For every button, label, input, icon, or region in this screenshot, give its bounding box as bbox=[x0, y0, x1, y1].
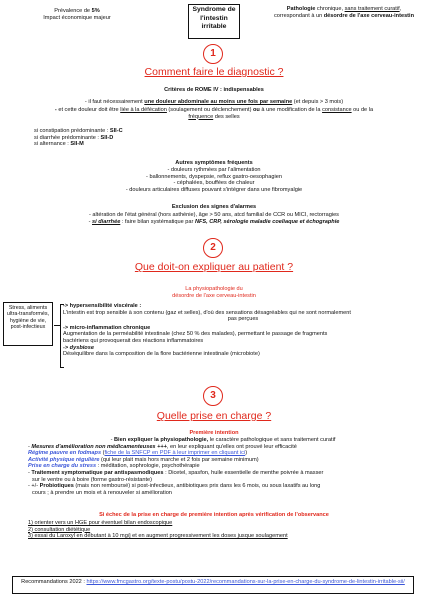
first-line-title: Première intention bbox=[189, 430, 239, 436]
mechanism-hypersensitivity: -> hypersensibilité viscérale : bbox=[63, 303, 142, 309]
prevalence-prefix: Prévalence de bbox=[54, 8, 92, 14]
alarm-signs-title: Exclusion des signes d'alarmes bbox=[171, 204, 257, 210]
bracket-line bbox=[60, 304, 61, 368]
list-item: 2) consultation diététique bbox=[28, 526, 91, 533]
impact-text: Impact économique majeur bbox=[43, 14, 111, 21]
first-line-measures: - Bien expliquer la physiopathologie, le caractère pathologique et sans traitement curatif - Mesures d'amélioration non médicamenteuses +++, en leur expliquant qu'elles ont prouvé leur efficacité Régime pauvre en fodmaps (fiche de la SNFCP en PDF à leur imprimer en cliquant ici) Activité physique régulière (qui leur plait mais hors marche et 2 fois par semaine minimum) Prise en charge du stress : méditation, sophrologie, psychothérapie - Traitement symptomatique par antispasmodiques : Dicetel, spasfon, huile essentielle de menthe poivrée à masser sur le ventre ou à boire (forme gastro-résistante) - +/- Probiotiques (mais non remboursé) si post-infectieux, antibiotiques prix dans les 6 mois, ou sous laxatifs au long cours ; à prendre un mois et à renouveler si amélioration bbox=[28, 437, 336, 496]
list-item: - douleurs rythmées par l'alimentation bbox=[167, 167, 261, 173]
list-item: 3) essai du Laroxyl en débutant à 10 mg/j et en augment progressivement les doses jusque soulagement bbox=[28, 533, 288, 540]
mechanisms-list: -> hypersensibilité viscérale : L'intestin est trop sensible à son contenu (gaz et selles), d'où des sensations désagréables qui ne sont normalement pas perçues -> micro-inflammation chronique Augmentation de la perméabilité intestinale (chez 50 % des malades), permettant le passage de fragments bactériens qui provoquerait des réactions inflammatoires -> dysbiose Déséquilibre dans la composition de la flore bactérienne intestinale (microbiote) bbox=[63, 303, 423, 358]
risk-factors-box: Stress, aliments ultra-transformés, hygiène de vie, post-infectieux bbox=[3, 302, 53, 346]
section-1-number: 1 bbox=[203, 44, 223, 64]
mechanism-inflammation: -> micro-inflammation chronique bbox=[63, 324, 151, 331]
fodmap-pdf-link[interactable]: fiche de la SNFCP en PDF à leur imprimer en cliquant ici bbox=[104, 450, 246, 457]
section-2-number: 2 bbox=[203, 238, 223, 258]
list-item: 1) orienter vers un HGE pour éventuel bilan endoscopique bbox=[28, 520, 173, 526]
second-line-title: Si échec de la prise en charge de première intention après vérification de l'observance bbox=[99, 512, 329, 518]
subtype-d: si diarrhée prédominante : SII-D bbox=[34, 134, 114, 141]
criterion-2: - et cette douleur doit être liée à la défécation (soulagement ou déclenchement) ou à une modification de la consistance ou de la fréquence des selles bbox=[54, 107, 374, 120]
section-2-title: Que doit-on expliquer au patient ? bbox=[134, 261, 294, 273]
prevalence-block bbox=[22, 8, 132, 21]
prevalence-value: 5% bbox=[91, 8, 100, 14]
alarm-signs-2: - si diarrhée : faire bilan systématique par NFS, CRP, sérologie maladie coeliaque et échographie bbox=[88, 219, 340, 225]
physiopathology-subtitle: La physiopathologie du désordre de l'axe cerveau-intestin bbox=[172, 286, 256, 299]
subtype-m: si alternance : SII-M bbox=[34, 141, 84, 148]
list-item: - douleurs articulaires diffuses pouvant s'intégrer dans une fibromyalgie bbox=[125, 186, 303, 193]
alarm-signs-1: - altération de l'état général (hors asthénie), âge > 50 ans, atcd familial de CCR ou MICI, rectorragies bbox=[89, 212, 339, 218]
subtypes-list bbox=[34, 128, 234, 148]
other-symptoms-list bbox=[0, 167, 428, 193]
criterion-1: - il faut nécessairement une douleur abdominale au moins une fois par semaine (et depuis > 3 mois) bbox=[84, 99, 344, 105]
other-symptoms-title: Autres symptômes fréquents bbox=[175, 160, 253, 166]
recommendations-link[interactable]: https://www.fmcgastro.org/texte-postu/postu-2022/recommandations-sur-la-prise-en-charge-du-syndrome-de-lintestin-irritable-sii/ bbox=[86, 579, 405, 585]
pathology-description: Pathologie chronique, sans traitement curatif, correspondant à un désordre de l'axe cerveau-intestin bbox=[274, 6, 415, 19]
second-line-steps bbox=[28, 520, 418, 540]
list-item: - céphalées, bouffées de chaleur bbox=[173, 180, 255, 187]
page-title: Syndrome de l'intestin irritable bbox=[188, 4, 240, 39]
section-1-title: Comment faire le diagnostic ? bbox=[144, 66, 284, 78]
section-3-number: 3 bbox=[203, 386, 223, 406]
bracket-bottom bbox=[60, 367, 64, 368]
rome-criteria-title: Critères de ROME IV : indispensables bbox=[164, 87, 264, 93]
list-item: - ballonnements, dyspepsie, reflux gastro-oesophagien bbox=[146, 173, 282, 180]
section-3-title: Quelle prise en charge ? bbox=[156, 410, 272, 422]
mechanism-dysbiosis: -> dysbiose bbox=[63, 344, 94, 351]
footer-recommendations: Recommandations 2022 : https://www.fmcgastro.org/texte-postu/postu-2022/recommandations-sur-la-prise-en-charge-du-syndrome-de-lintestin-irritable-sii/ bbox=[12, 576, 414, 594]
subtype-c: si constipation prédominante : SII-C bbox=[34, 128, 123, 134]
